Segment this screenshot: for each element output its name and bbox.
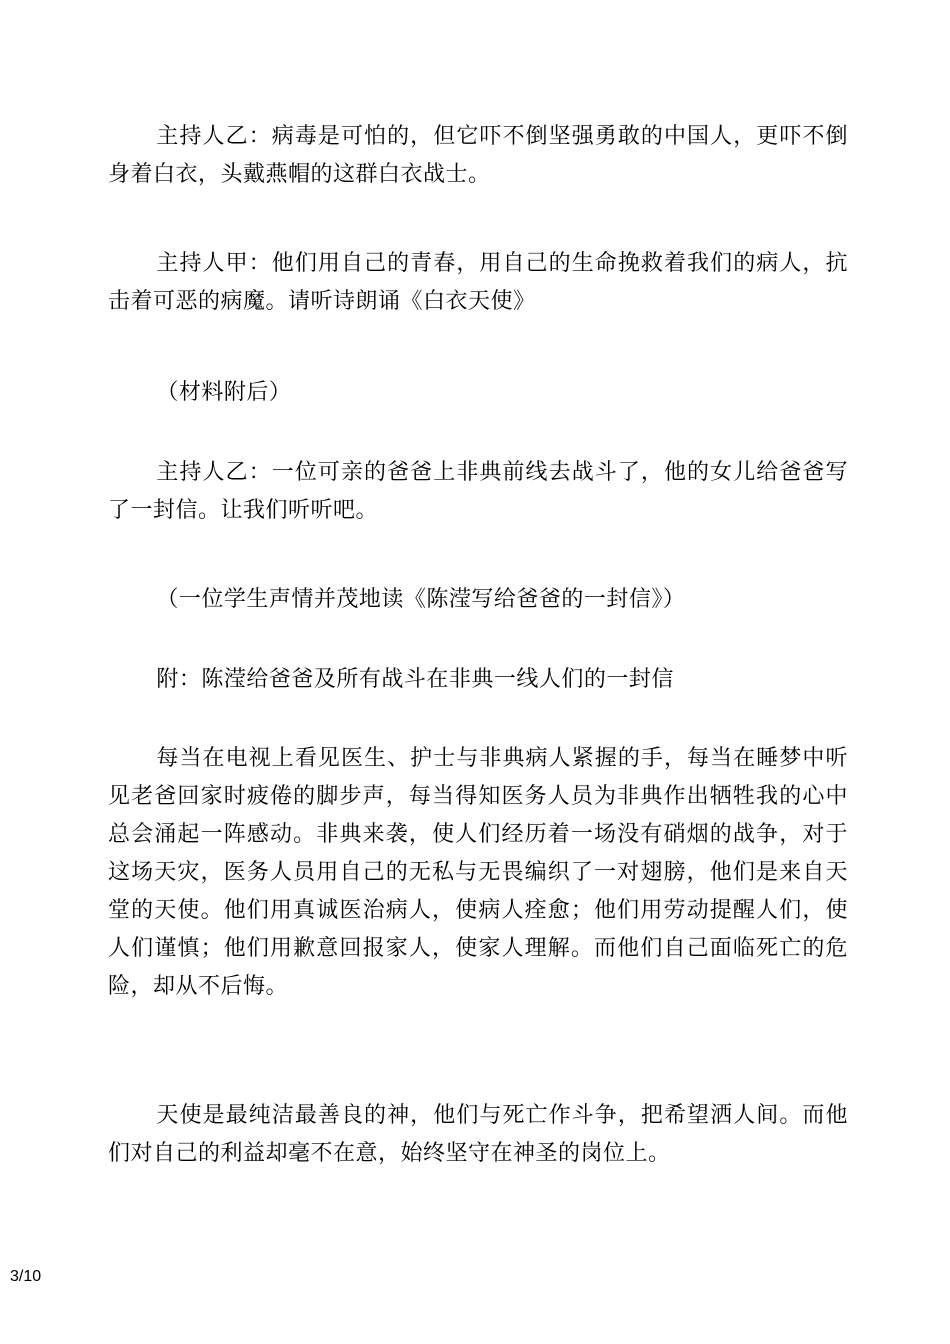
paragraph-angel: 天使是最纯洁最善良的神，他们与死亡作斗争，把希望洒人间。而他们对自己的利益却毫不在意，始终坚守在神圣的岗位上。	[108, 1103, 848, 1166]
paragraph-material-note: （材料附后）	[156, 380, 292, 405]
paragraph-host-a-youth: 主持人甲：他们用自己的青春，用自己的生命挽救着我们的病人，抗击着可恶的病魔。请听诗朗诵《白衣天使》	[108, 251, 848, 314]
paragraph-letter-body: 每当在电视上看见医生、护士与非典病人紧握的手，每当在睡梦中听见老爸回家时疲倦的脚步声，每当得知医务人员为非典作出牺牲我的心中总会涌起一阵感动。非典来袭，使人们经历着一场没有硝烟的战争，对于这场天灾，医务人员用自己的无私与无畏编织了一对翅膀，他们是来自天堂的天使。他们用真诚医治病人，使病人痊愈；他们用劳动提醒人们，使人们谨慎；他们用歉意回报家人，使家人理解。而他们自己面临死亡的危险，却从不后悔。	[108, 746, 848, 999]
page-number: 3/10	[10, 1268, 42, 1285]
paragraph-student-reading: （一位学生声情并茂地读《陈滢写给爸爸的一封信》）	[156, 587, 686, 612]
paragraph-letter-heading: 附：陈滢给爸爸及所有战斗在非典一线人们的一封信	[156, 667, 674, 692]
paragraph-host-b-virus: 主持人乙：病毒是可怕的，但它吓不倒坚强勇敢的中国人，更吓不倒身着白衣，头戴燕帽的这群白衣战士。	[108, 124, 848, 187]
paragraph-host-b-father: 主持人乙：一位可亲的爸爸上非典前线去战斗了，他的女儿给爸爸写了一封信。让我们听听吧。	[108, 460, 848, 523]
